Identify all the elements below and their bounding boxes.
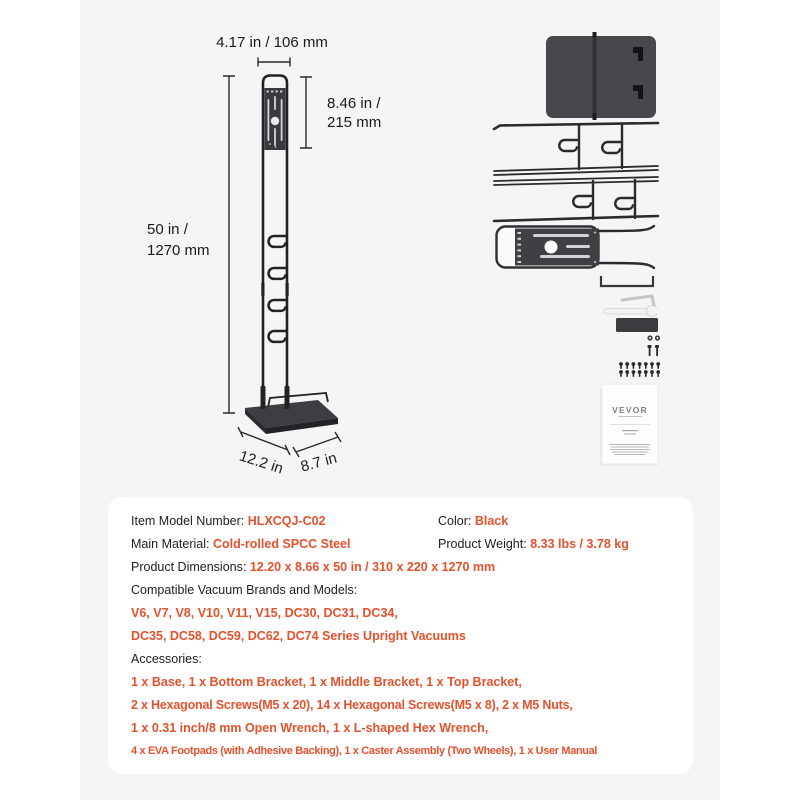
spec-row-model-color: [131, 510, 670, 533]
pole-joint-right: [286, 283, 289, 296]
color-label: Color:: [438, 514, 475, 528]
pole-joint-left: [261, 283, 264, 296]
bracket-measure-line: [300, 77, 312, 148]
part-user-manual: [600, 384, 658, 466]
part-top-bracket: [497, 226, 655, 268]
pole-hooks: [269, 236, 286, 342]
manual-brand-text: VEVOR: [612, 405, 648, 415]
height-measure-line: [223, 76, 235, 413]
width-dimension-label: 4.17 in / 106 mm: [216, 34, 328, 51]
color-value: Black: [474, 514, 509, 528]
material-label: Main Material:: [131, 537, 213, 551]
part-small-screws: [619, 362, 660, 377]
stand-height-label-line1: 50 in /: [147, 221, 188, 238]
width-measure-line: [258, 58, 290, 67]
product-diagram: [80, 0, 720, 497]
bracket-height-label-line2: 215 mm: [327, 114, 382, 131]
part-base-plate: [546, 32, 656, 120]
accessories-line3: 1 x 0.31 inch/8 mm Open Wrench, 1 x L-shaped Hex Wrench,: [131, 721, 489, 735]
stand-diagram: [147, 34, 381, 478]
spec-row-dimensions: [131, 556, 670, 579]
base-width-label: 8.7 in: [298, 449, 339, 476]
dimensions-value: 12.20 x 8.66 x 50 in / 310 x 220 x 1270 mm: [249, 560, 496, 574]
accessories-line1: 1 x Base, 1 x Bottom Bracket, 1 x Middle Bracket, 1 x Top Bracket,: [131, 675, 522, 689]
bracket-height-label-line1: 8.46 in /: [327, 95, 381, 112]
compatible-models-line1: V6, V7, V8, V10, V11, V15, DC30, DC31, DC34,: [131, 606, 398, 620]
top-mount-plate: [265, 88, 286, 150]
stand-base: [245, 393, 338, 434]
weight-label: Product Weight:: [438, 537, 531, 551]
weight-value: 8.33 lbs / 3.78 kg: [530, 537, 629, 551]
stand-height-label-line2: 1270 mm: [147, 242, 210, 259]
part-bottom-bracket: [494, 177, 658, 221]
part-eva-footpad: [616, 318, 658, 332]
part-nuts: [647, 335, 660, 340]
base-depth-label: 12.2 in: [237, 447, 286, 478]
parts-column: [494, 32, 661, 466]
material-value: Cold-rolled SPCC Steel: [212, 537, 351, 551]
spec-panel: [108, 497, 693, 774]
accessories-line4: 4 x EVA Footpads (with Adhesive Backing), 1 x Caster Assembly (Two Wheels), 1 x User Manual: [131, 745, 598, 757]
part-caster-bracket: [601, 276, 653, 286]
accessories-heading: Accessories:: [131, 652, 202, 666]
part-middle-bracket: [494, 123, 658, 175]
compatible-heading: Compatible Vacuum Brands and Models:: [131, 583, 358, 597]
accessories-line2: 2 x Hexagonal Screws(M5 x 20), 14 x Hexagonal Screws(M5 x 8), 2 x M5 Nuts,: [131, 698, 573, 712]
compatible-models-line2: DC35, DC58, DC59, DC62, DC74 Series Upright Vacuums: [131, 629, 466, 643]
spec-row-material-weight: [131, 533, 670, 556]
part-open-wrench: [604, 306, 661, 317]
model-label: Item Model Number:: [131, 514, 248, 528]
dimensions-label: Product Dimensions:: [131, 560, 250, 574]
part-long-screws: [648, 345, 660, 356]
model-value: HLXCQJ-C02: [247, 514, 326, 528]
